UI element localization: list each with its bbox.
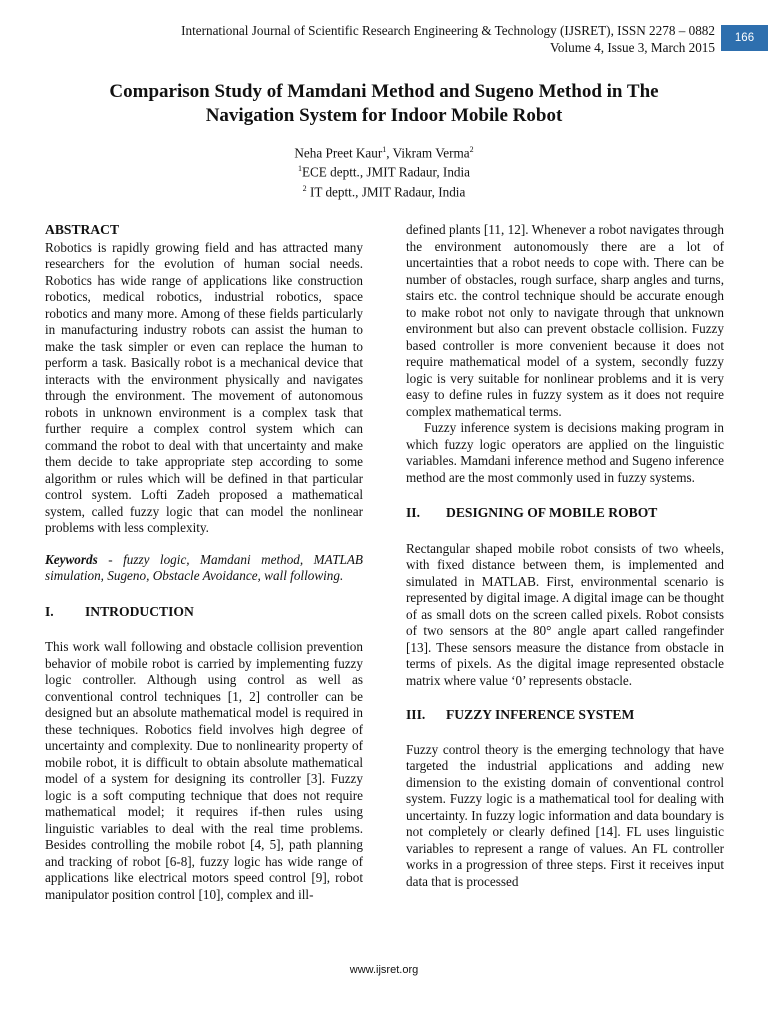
keywords [45,552,363,585]
author-2-mark: 2 [469,145,474,154]
affiliation-1-text: ECE deptt., JMIT Radaur, India [301,164,471,180]
section-number: II. [406,505,420,520]
affiliation-2 [0,181,768,200]
author-separator: , [386,145,393,161]
author-names [0,142,768,161]
paper-title-line-2: Navigation System for Indoor Mobile Robot [205,105,563,126]
author-2: Vikram Verma [392,145,470,161]
section-heading-fuzzy-inference [406,707,724,724]
abstract-heading: ABSTRACT [45,222,120,237]
section-title: FUZZY INFERENCE SYSTEM [446,707,635,722]
right-column [406,222,724,890]
left-column [45,222,363,903]
journal-website-footer: www.ijsret.org [349,964,419,976]
section-heading-designing [406,505,724,522]
affiliation-2-text: IT deptt., JMIT Radaur, India [306,184,466,200]
section-number: III. [406,707,426,722]
section-heading-introduction [45,604,363,621]
section-title: DESIGNING OF MOBILE ROBOT [446,505,658,520]
affiliation-1 [0,161,768,180]
section-title: INTRODUCTION [85,603,194,619]
fuzzy-inference-paragraph: Fuzzy control theory is the emerging technology that have targeted the industrial applications and adding new dimension to the existing domain of conventional control system. Fuzzy logic is a mathematical tool for dealing with uncertainty. In fuzzy logic information and data boundary is not completely or clearly defined [14]. FL uses linguistic variables to represent a range of values. An FL controller works in a progression of three steps. First it receives input data that is processed [406,741,724,889]
designing-paragraph: Rectangular shaped mobile robot consists of two wheels, with fixed distance between them, is implemented and simulated in MATLAB. First, environmental scenario is represented by digital image. A digital image can be thought of as small dots on the screen called pixels. Robot consists of two sensors at the 80° angle apart called rangefinder [13]. These sensors measure the distance from obstacle in terms of pixels. As the digital image represented obstacle matrix where value ‘0’ represents obstacle. [406,540,724,688]
introduction-paragraph-continued: defined plants [11, 12]. Whenever a robot navigates through the environment autonomously there are a lot of uncertainties that a robot needs to cope with. There can be number of obstacles, rough surface, sharp angles and turns, stairs etc. the control technique should be accurate enough to make robot not only to navigate through that unknown environment but also can prevent obstacle collision. Fuzzy based controller is more convenient because it does not require mathematical model of a system, secondly fuzzy logic is very suitable for nonlinear problems and it is very easy to define rules in fuzzy system as it does not require complex mathematical terms. [406,222,724,419]
page-number-badge: 166 [721,25,768,51]
affiliation-1-mark: 1 [297,164,302,174]
keywords-text: - fuzzy logic, Mamdani method, MATLAB simulation, Sugeno, Obstacle Avoidance, wall following. [45,551,363,583]
abstract-text: Robotics is rapidly growing field and has attracted many researchers for the evolution of human social needs. Robotics has wide range of applications like construction robotics, medical robotics, industrial robotics, space robotics and many more. Among of these fields particularly in manufacturing industry robots can assist the human to make the task simpler or even can replace the human to perform a task. Basically robot is a mechanical device that interacts with the environment physically and navigates through the environment. The movement of autonomous robots in unknown environment is a complex task that further require a complex control system which can command the robot to deal with that uncertainty and make them decide to take appropriate step according to some algorithm or rules which will be defined in that particular control system. Lofti Zadeh proposed a mathematical system, called fuzzy logic that can model the nonlinear problems with less complexity. [45,239,363,535]
keywords-label: Keywords [45,551,98,567]
introduction-paragraph: This work wall following and obstacle collision prevention behavior of mobile robot is carried by implementing fuzzy logic controller. Although using control as well as conventional control techniques [1, 2] controller can be designed but an absolute mathematical model is required in these techniques. Robotics field involves high degree of uncertainty and complexity. Due to nonlinearity property of mobile robot, it is difficult to obtain absolute mathematical model of a system for designing its controller [3]. Fuzzy logic is a soft computing technique that does not require mathematical model; it requires if-then rules using linguistic variables to deal with the real time problems. Besides controlling the mobile robot [4, 5], path planning and tracking of robot [6-8], fuzzy logic has wide range of applications like electrical motors speed control [9], robot manipulator position control [10], complex and ill- [45,639,363,902]
paper-title-line-1: Comparison Study of Mamdani Method and Sugeno Method in The [109,81,659,102]
volume-info: Volume 4, Issue 3, March 2015 [550,40,715,55]
introduction-paragraph-2: Fuzzy inference system is decisions making program in which fuzzy logic operators are applied on the linguistic variables. Mamdani inference method and Sugeno inference method are the most commonly used in fuzzy systems. [406,420,724,485]
paper-title [40,80,728,128]
section-number: I. [45,603,54,619]
author-1-mark: 1 [382,145,387,154]
author-block [0,142,768,200]
journal-header: International Journal of Scientific Research Engineering & Technology (IJSRET), ISSN 2278 – 0882 [181,23,715,38]
affiliation-2-mark: 2 [302,183,307,193]
author-1: Neha Preet Kaur [294,145,383,161]
